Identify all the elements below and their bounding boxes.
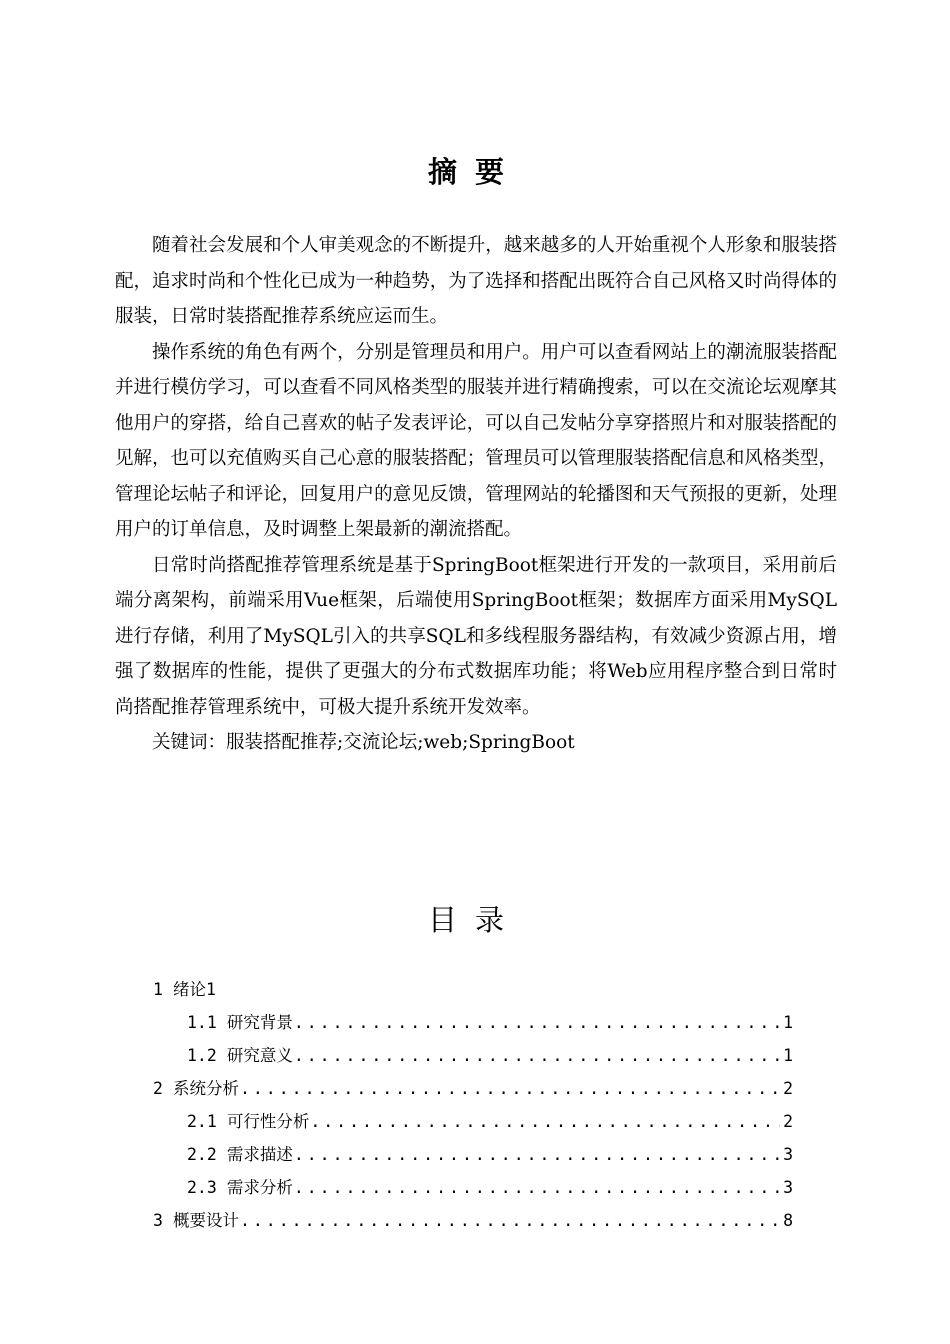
toc-entry-number: 2.1	[187, 1112, 217, 1131]
toc-entry-label: 可行性分析	[226, 1112, 310, 1131]
toc-entry-1-2[interactable]	[187, 1039, 793, 1072]
toc-dot-leader	[240, 1072, 780, 1105]
toc-page-number: 3	[783, 1145, 793, 1164]
toc-entry-3[interactable]	[153, 1204, 793, 1237]
toc-entry-2-2[interactable]	[187, 1138, 793, 1171]
keywords-line: 关键词：服装搭配推荐;交流论坛;web;SpringBoot	[152, 732, 575, 753]
toc-dot-leader	[294, 1039, 780, 1072]
toc-entry-number: 2	[153, 1079, 163, 1098]
toc-entry-1-1[interactable]	[187, 1006, 793, 1039]
toc-entry-label: 研究背景	[226, 1013, 293, 1032]
toc-entry-number: 2.3	[187, 1178, 217, 1197]
toc-dot-leader	[240, 1204, 780, 1237]
toc-entry-label: 需求描述	[226, 1145, 293, 1164]
toc-dot-leader	[294, 1171, 780, 1204]
toc-entry-number: 1.2	[187, 1046, 217, 1065]
toc-entry-label: 绪论1	[172, 980, 216, 999]
toc-heading: 目录	[427, 903, 522, 937]
abstract-paragraph-1: 随着社会发展和个人审美观念的不断提升，越来越多的人开始重视个人形象和服装搭配，追求时尚和个性化已成为一种趋势，为了选择和搭配出既符合自己风格又时尚得体的服装，日常时装搭配推荐系统应运而生。	[115, 235, 837, 327]
toc-entry-number: 3	[153, 1211, 163, 1230]
toc-entry-1[interactable]	[153, 973, 793, 1006]
toc-entry-label: 概要设计	[172, 1211, 239, 1230]
abstract-paragraph-3: 日常时尚搭配推荐管理系统是基于SpringBoot框架进行开发的一款项目，采用前后端分离架构，前端采用Vue框架，后端使用SpringBoot框架；数据库方面采用MySQL进行存储，利用了MySQL引入的共享SQL和多线程服务器结构，有效减少资源占用，增强了数据库的性能，提供了更强大的分布式数据库功能；将Web应用程序整合到日常时尚搭配推荐管理系统中，可极大提升系统开发效率。	[115, 554, 837, 718]
toc-page-number: 1	[783, 1046, 793, 1065]
toc-dot-leader	[294, 1006, 780, 1039]
toc-page-number: 3	[783, 1178, 793, 1197]
toc-entry-number: 1.1	[187, 1013, 217, 1032]
abstract-heading: 摘要	[427, 155, 522, 189]
toc-entry-label: 需求分析	[226, 1178, 293, 1197]
abstract-body	[115, 228, 837, 761]
toc-entry-2-3[interactable]	[187, 1171, 793, 1204]
abstract-paragraph-2: 操作系统的角色有两个，分别是管理员和用户。用户可以查看网站上的潮流服装搭配并进行模仿学习，可以查看不同风格类型的服装并进行精确搜索，可以在交流论坛观摩其他用户的穿搭，给自己喜欢的帖子发表评论，可以自己发帖分享穿搭照片和对服装搭配的见解，也可以充值购买自己心意的服装搭配；管理员可以管理服装搭配信息和风格类型，管理论坛帖子和评论，回复用户的意见反馈，管理网站的轮播图和天气预报的更新，处理用户的订单信息，及时调整上架最新的潮流搭配。	[115, 341, 837, 540]
toc-entry-2-1[interactable]	[187, 1105, 793, 1138]
toc-entry-number: 1	[153, 980, 163, 999]
toc-dot-leader	[294, 1138, 780, 1171]
toc-page-number: 8	[783, 1211, 793, 1230]
toc-entry-label: 系统分析	[172, 1079, 239, 1098]
toc-page-number: 1	[783, 1013, 793, 1032]
toc-page-number: 2	[783, 1112, 793, 1131]
toc-entry-number: 2.2	[187, 1145, 217, 1164]
toc-entry-label: 研究意义	[226, 1046, 293, 1065]
toc-entry-2[interactable]	[153, 1072, 793, 1105]
toc-page-number: 2	[783, 1079, 793, 1098]
toc-dot-leader	[310, 1105, 780, 1138]
